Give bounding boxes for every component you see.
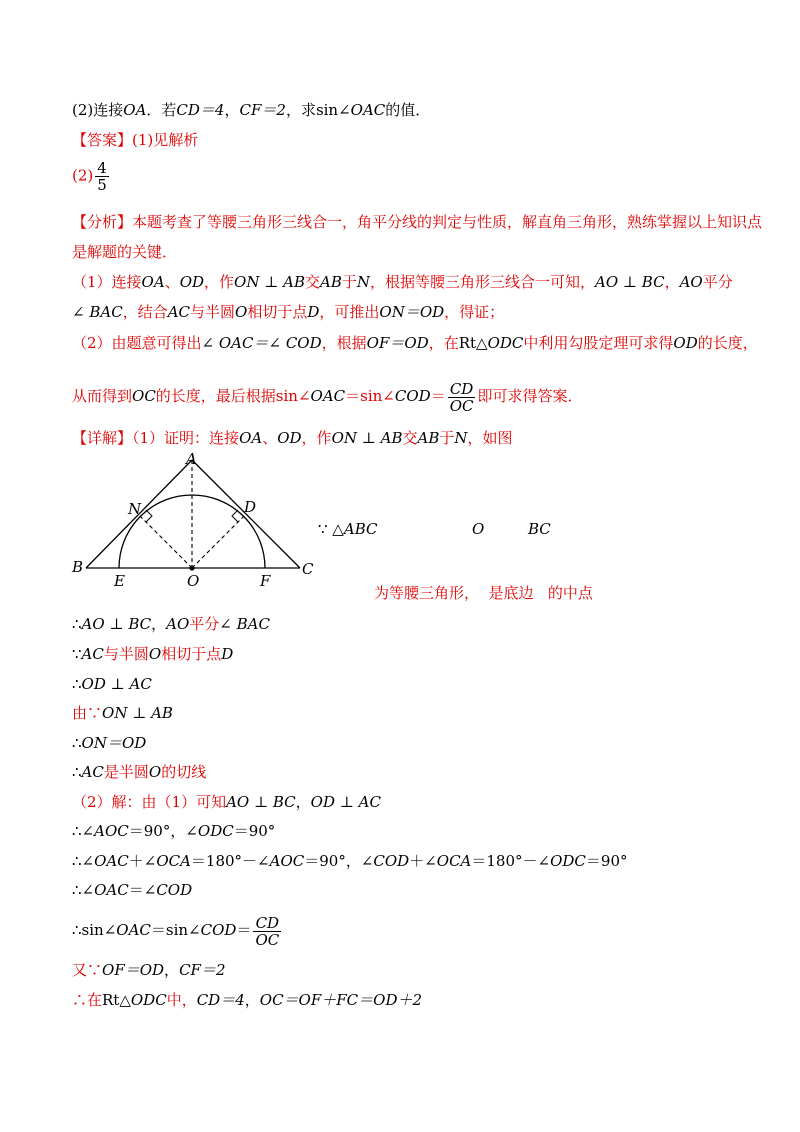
dashed-od	[192, 516, 244, 568]
math: D	[307, 303, 320, 321]
math: AC	[81, 645, 104, 663]
text: ∵ △	[318, 520, 344, 538]
step-9	[72, 851, 628, 871]
text: ，	[164, 961, 180, 979]
math: AC	[81, 763, 104, 781]
text: ∴	[72, 675, 82, 693]
text: ∵	[72, 645, 82, 663]
q2-cd: CD＝4	[176, 101, 225, 119]
math: Rt△	[458, 334, 488, 352]
label-a: A	[186, 450, 197, 468]
math: OD ⊥ AC	[81, 675, 152, 693]
math: OCA	[156, 852, 191, 870]
text: ∴	[72, 763, 82, 781]
side-because	[318, 520, 377, 538]
text: ，	[151, 615, 167, 633]
math: OA	[141, 273, 165, 291]
analysis-text: 本题考查了等腰三角形三线合一，角平分线的判定与性质，解直角三角形，熟练掌握以上知识点	[132, 213, 763, 231]
text: ，可推出	[319, 303, 380, 321]
text: 中，	[166, 991, 197, 1009]
text: ，	[295, 793, 311, 811]
right-angle-n	[146, 510, 152, 522]
math: OC＝OF＋FC＝OD＋2	[259, 991, 423, 1009]
text: 由∵	[72, 704, 103, 722]
math: OC	[132, 387, 156, 405]
text: （2）由题意可得出	[72, 334, 202, 352]
fraction-numerator: 4	[97, 159, 107, 177]
math: O	[148, 763, 162, 781]
text: ∴sin∠	[72, 921, 117, 939]
label-c: C	[302, 560, 314, 578]
text: 相切于点	[247, 303, 308, 321]
label-n: N	[128, 500, 142, 518]
math: ∠ OAC＝∠ COD	[201, 334, 322, 352]
math: OAC	[94, 852, 129, 870]
text: 平分	[189, 615, 220, 633]
q2-text: 连接	[93, 101, 124, 119]
text: ＝180°－∠	[190, 852, 270, 870]
step-4	[72, 703, 173, 723]
text: ，	[664, 273, 680, 291]
answer-part2-label: (2)	[72, 166, 94, 185]
math: D	[221, 645, 234, 663]
math: ODC	[197, 822, 234, 840]
text: 中利用勾股定理可求得	[523, 334, 674, 352]
question-2	[72, 100, 430, 120]
text: 即可求得答案．	[477, 387, 583, 405]
text: ＝90°	[585, 852, 628, 870]
analysis-line1	[72, 212, 762, 232]
math: AO ⊥ BC	[595, 273, 665, 291]
text: 相切于点	[161, 645, 222, 663]
math: AO	[166, 615, 190, 633]
step-7	[72, 792, 381, 812]
text: 交	[402, 429, 418, 447]
math: OAC	[94, 881, 129, 899]
math: ON ⊥ AB	[102, 704, 173, 722]
step-3	[72, 674, 152, 694]
analysis-p3	[72, 378, 583, 414]
q2-text: ，求sin∠	[285, 101, 351, 119]
text: 的长度，最后根据sin∠	[155, 387, 311, 405]
step-2	[72, 644, 233, 664]
answer-part2	[72, 160, 111, 193]
geometry-figure	[66, 450, 326, 590]
answer-line	[72, 130, 198, 150]
text: ，结合	[122, 303, 168, 321]
text: （2）解：由（1）可知	[72, 793, 227, 811]
fraction-cd-oc	[253, 915, 281, 948]
math: OD ⊥ AC	[310, 793, 381, 811]
label-f: F	[260, 572, 271, 590]
text: 交	[304, 273, 320, 291]
math: OF＝OD	[102, 961, 165, 979]
fraction-cd-oc	[448, 381, 476, 414]
math: AO ⊥ BC	[81, 615, 152, 633]
text: ，作	[301, 429, 332, 447]
math: AC	[167, 303, 190, 321]
math: OD	[673, 334, 698, 352]
math: ON ⊥ AB	[234, 273, 305, 291]
text: ，根据等腰三角形三线合一可知，	[369, 273, 595, 291]
step-11	[72, 912, 283, 948]
analysis-p1b	[72, 302, 504, 322]
point-o	[189, 565, 194, 570]
fraction-numerator: CD	[253, 915, 281, 932]
fraction-denominator: OC	[255, 930, 280, 949]
q2-oa: OA	[123, 101, 147, 119]
side-red-text: 为等腰三角形， 是底边 的中点	[374, 584, 593, 602]
text: 与半圆	[103, 645, 149, 663]
math: CD＝4	[196, 991, 245, 1009]
math: ∠ BAC	[219, 615, 270, 633]
q2-comma: ，	[224, 101, 240, 119]
text: ＝180°－∠	[471, 852, 551, 870]
text: ＝	[236, 921, 252, 939]
fraction-denominator: OC	[449, 396, 474, 415]
math: ∠ BAC	[72, 303, 123, 321]
math: OD	[179, 273, 205, 291]
right-angle-d	[232, 510, 238, 522]
text: ∴∠	[72, 881, 95, 899]
label-d: D	[244, 498, 257, 516]
label-b: B	[72, 558, 84, 576]
fraction-denominator: 5	[97, 176, 107, 194]
math: AB	[319, 273, 342, 291]
analysis-tag: 【分析】	[72, 213, 133, 231]
text: ∴∠	[72, 822, 95, 840]
math: AO ⊥ BC	[226, 793, 296, 811]
text: ，作	[204, 273, 235, 291]
math: OAC	[310, 387, 346, 405]
math: COD	[200, 921, 237, 939]
analysis-p2	[72, 333, 758, 353]
text: 于	[439, 429, 455, 447]
text: ＝90°，∠	[304, 852, 374, 870]
math: N	[356, 273, 370, 291]
label-e: E	[114, 572, 125, 590]
side-bc: BC	[528, 520, 551, 538]
math: ON＝OD	[81, 734, 147, 752]
text: ＝90°	[233, 822, 276, 840]
text: ∴	[72, 615, 82, 633]
q2-text: ．若	[146, 101, 177, 119]
text: ，如图	[467, 429, 513, 447]
text: ∴在	[72, 991, 103, 1009]
step-12	[72, 960, 226, 980]
text: 、	[262, 429, 278, 447]
step-5	[72, 733, 146, 753]
text: ∴	[72, 734, 82, 752]
math: ABC	[343, 520, 378, 538]
text: ＝90°，∠	[128, 822, 198, 840]
text: 从而得到	[72, 387, 133, 405]
step-13	[72, 990, 422, 1010]
math: O	[148, 645, 162, 663]
math: AO	[679, 273, 703, 291]
math: ODC	[487, 334, 524, 352]
detail-tag: 【详解】	[72, 429, 133, 447]
fraction-numerator: CD	[448, 381, 476, 398]
answer-fraction	[95, 160, 109, 193]
text: ＝	[430, 387, 446, 405]
text: 的长度，	[697, 334, 758, 352]
answer-tag: 【答案】	[72, 131, 133, 149]
text: 、	[164, 273, 180, 291]
side-o: O	[472, 520, 485, 538]
text: 平分	[702, 273, 733, 291]
text: ＋∠	[409, 852, 437, 870]
math: Rt△	[102, 991, 131, 1009]
step-10	[72, 880, 192, 900]
text: 与半圆	[190, 303, 236, 321]
label-o: O	[187, 572, 200, 590]
math: OD	[277, 429, 302, 447]
text: ，得证；	[444, 303, 505, 321]
math: N	[454, 429, 468, 447]
q2-text: 的值．	[385, 101, 431, 119]
q2-label: (2)	[72, 101, 94, 119]
math: ODC	[130, 991, 167, 1009]
q2-oac: OAC	[350, 101, 386, 119]
math: ON＝OD	[379, 303, 445, 321]
text: ＋∠	[128, 852, 157, 870]
answer-part1: (1)见解析	[132, 131, 199, 149]
math: AOC	[269, 852, 305, 870]
dashed-on	[140, 516, 192, 568]
text: ＝sin∠	[345, 387, 395, 405]
analysis-p1	[72, 272, 733, 292]
math: CF＝2	[179, 961, 226, 979]
text: 的切线	[161, 763, 207, 781]
text: 是半圆	[103, 763, 149, 781]
q2-cf: CF＝2	[239, 101, 286, 119]
math: COD	[394, 387, 431, 405]
math: OF＝OD	[366, 334, 429, 352]
math: COD	[373, 852, 410, 870]
text: ＝∠	[128, 881, 157, 899]
step-8	[72, 821, 275, 841]
text: ＝sin∠	[150, 921, 201, 939]
text: 又∵	[72, 961, 103, 979]
detail-line	[72, 428, 513, 448]
text: ，在	[428, 334, 459, 352]
text: ∴∠	[72, 852, 95, 870]
text: （1）连接	[72, 273, 142, 291]
math: ON ⊥ AB	[331, 429, 403, 447]
text: （1）证明：连接	[132, 429, 240, 447]
step-6	[72, 762, 206, 782]
step-1	[72, 614, 270, 634]
math: O	[235, 303, 248, 321]
math: ODC	[550, 852, 586, 870]
analysis-line2: 是解题的关键．	[72, 243, 178, 261]
math: OCA	[436, 852, 472, 870]
math: AOC	[94, 822, 129, 840]
text: ，	[244, 991, 260, 1009]
math: OA	[239, 429, 263, 447]
math: OAC	[116, 921, 151, 939]
math: AB	[417, 429, 440, 447]
text: 于	[341, 273, 357, 291]
math: COD	[156, 881, 193, 899]
text: ，根据	[321, 334, 367, 352]
